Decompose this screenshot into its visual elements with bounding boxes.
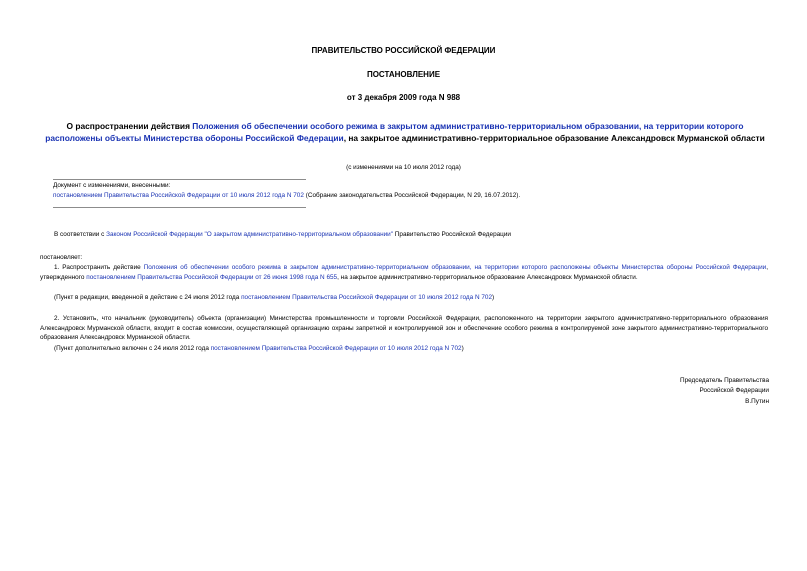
title-suffix: , на закрытое административно-территориальное образование Александровск Мурманской области: [343, 132, 765, 143]
item-1-prefix: 1. Распространить действие: [54, 264, 144, 271]
decides-label: постановляет:: [40, 254, 83, 261]
title-prefix: О распространении действия: [66, 121, 193, 131]
item-1-note-prefix: (Пункт в редакции, введенной в действие с 24 июля 2012 года: [54, 294, 242, 301]
amendments-label: Документ с изменениями, внесенными:: [53, 182, 171, 189]
document-title: [40, 121, 770, 144]
item-1-note-link[interactable]: постановлением Правительства Российской Федерации от 10 июля 2012 года N 702: [241, 294, 493, 301]
amendments-link[interactable]: постановлением Правительства Российской Федерации от 10 июля 2012 года N 702: [53, 192, 304, 199]
amendments-line: [53, 191, 520, 201]
signature-block: [680, 376, 769, 407]
item-2-note-prefix: (Пункт дополнительно включен с 24 июля 2012 года: [54, 345, 211, 352]
item-2-paragraph: 2. Установить, что начальник (руководитель) объекта (организации) Министерства промышленности и торговли Российской Федерации, расположенного на территории закрытого административно-территориального образования Александровск Мурманской области, входит в состав комиссии, осуществляющей организацию охраны запретной и контролируемой зон и обеспечение особого режима в контролируемой зоне закрытого административно-территориального образования Александровск Мурманской области.: [40, 315, 768, 342]
item-1-middle: , утвержденного: [40, 264, 768, 281]
title-link[interactable]: Положения об обеспечении особого режима в закрытом административно-территориальном образовании, на территории которого расположены объекты Министерства обороны Российской Федерации: [45, 121, 744, 143]
item-1-regulation-link[interactable]: Положения об обеспечении особого режима в закрытом административно-территориальном образовании, на территории которого расположены объекты Министерства обороны Российской Федерации: [143, 264, 767, 271]
date-number-heading: от 3 декабря 2009 года N 988: [346, 93, 461, 102]
government-heading: ПРАВИТЕЛЬСТВО РОССИЙСКОЙ ФЕДЕРАЦИИ: [311, 46, 496, 55]
signature-position-line1: Председатель Правительства: [680, 377, 769, 384]
changes-note: (с изменениями на 10 июля 2012 года): [346, 164, 461, 171]
divider-top: [53, 179, 306, 180]
item-1-decree-link[interactable]: постановлением Правительства Российской Федерации от 26 июня 1998 года N 655: [86, 273, 338, 281]
preamble-law-link[interactable]: Законом Российской Федерации "О закрытом административно-территориальном образовании": [106, 231, 394, 238]
preamble: [54, 230, 511, 240]
signature-name: В.Путин: [745, 397, 769, 405]
item-2-note-suffix: ): [461, 345, 464, 352]
document-type-heading: ПОСТАНОВЛЕНИЕ: [366, 70, 441, 79]
amendments-source: (Собрание законодательства Российской Федерации, N 29, 16.07.2012).: [303, 192, 521, 199]
item-1-note: [54, 293, 494, 303]
item-2-note-link[interactable]: постановлением Правительства Российской Федерации от 10 июля 2012 года N 702: [210, 345, 462, 352]
preamble-prefix: В соответствии с: [54, 231, 107, 238]
preamble-suffix: Правительство Российской Федерации: [393, 231, 511, 238]
signature-position-line2: Российской Федерации: [699, 387, 769, 395]
item-1-suffix: , на закрытое административно-территориальное образование Александровск Мурманской области.: [337, 273, 638, 281]
item-1-note-suffix: ): [492, 294, 495, 301]
divider-bottom: [53, 207, 306, 208]
item-1-paragraph: [40, 263, 768, 282]
item-2-note: [54, 344, 464, 354]
